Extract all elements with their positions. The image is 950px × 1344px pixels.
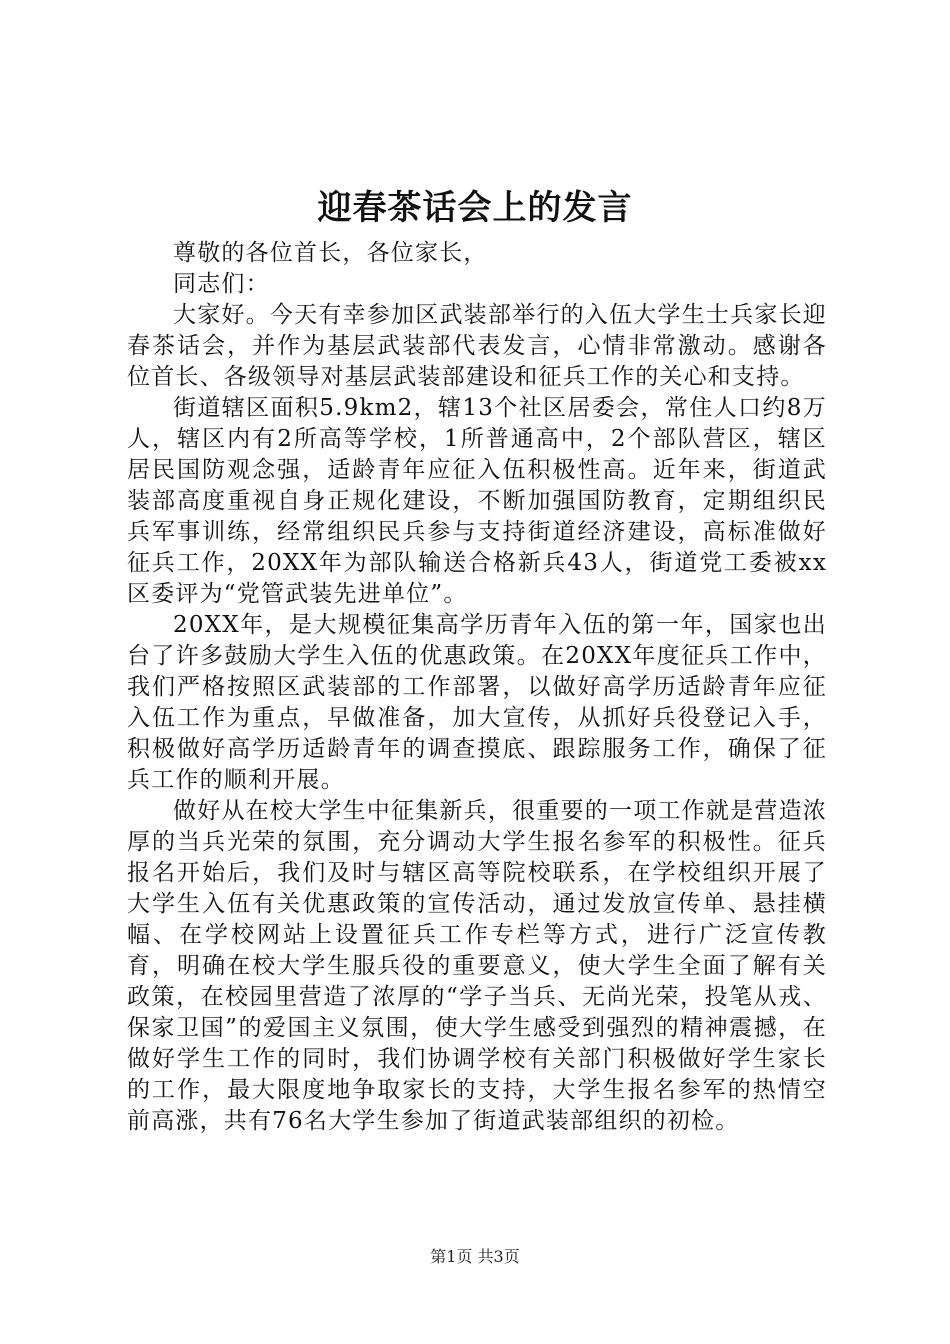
paragraph-greeting: 大家好。今天有幸参加区武装部举行的入伍大学生士兵家长迎春茶话会，并作为基层武装部代表发言，心情非常激动。感谢各位首长、各级领导对基层武装部建设和征兵工作的关心和支持。 xyxy=(127,302,827,390)
paragraph-recruitment-work: 20XX年，是大规模征集高学历青年入伍的第一年，国家也出台了许多鼓励大学生入伍的优惠政策。在20XX年度征兵工作中，我们严格按照区武装部的工作部署，以做好高学历适龄青年应征入伍工作为重点，早做准备，加大宣传，从抓好兵役登记入手，积极做好高学历适龄青年的调查摸底、跟踪服务工作，确保了征兵工作的顺利开展。 xyxy=(127,612,827,793)
paragraph-campus-publicity: 做好从在校大学生中征集新兵，很重要的一项工作就是营造浓厚的当兵光荣的氛围，充分调动大学生报名参军的积极性。征兵报名开始后，我们及时与辖区高等院校联系，在学校组织开展了大学生入伍有关优惠政策的宣传活动，通过发放宣传单、悬挂横幅、在学校网站上设置征兵工作专栏等方式，进行广泛宣传教育，明确在校大学生服兵役的重要意义，使大学生全面了解有关政策，在校园里营造了浓厚的“学子当兵、无尚光荣，投笔从戎、保家卫国”的爱国主义氛围，使大学生感受到强烈的精神震撼，在做好学生工作的同时，我们协调学校有关部门积极做好学生家长的工作，最大限度地争取家长的支持，大学生报名参军的热情空前高涨，共有76名大学生参加了街道武装部组织的初检。 xyxy=(127,798,827,1134)
salutation-line-1: 尊敬的各位首长，各位家长， xyxy=(173,240,488,266)
paragraph-district-overview: 街道辖区面积5.9km2，辖13个社区居委会，常住人口约8万人，辖区内有2所高等学校，1所普通高中，2个部队营区，辖区居民国防观念强，适龄青年应征入伍积极性高。近年来，街道武装部高度重视自身正规化建设，不断加强国防教育，定期组织民兵军事训练，经常组织民兵参与支持街道经济建设，高标准做好征兵工作，20XX年为部队输送合格新兵43人，街道党工委被xx区委评为“党管武装先进单位”。 xyxy=(127,395,827,607)
salutation-line-2: 同志们： xyxy=(173,271,270,297)
document-body xyxy=(127,238,827,1137)
page-footer: 第1页 共3页 xyxy=(430,1247,520,1266)
document-title: 迎春茶话会上的发言 xyxy=(317,188,633,228)
